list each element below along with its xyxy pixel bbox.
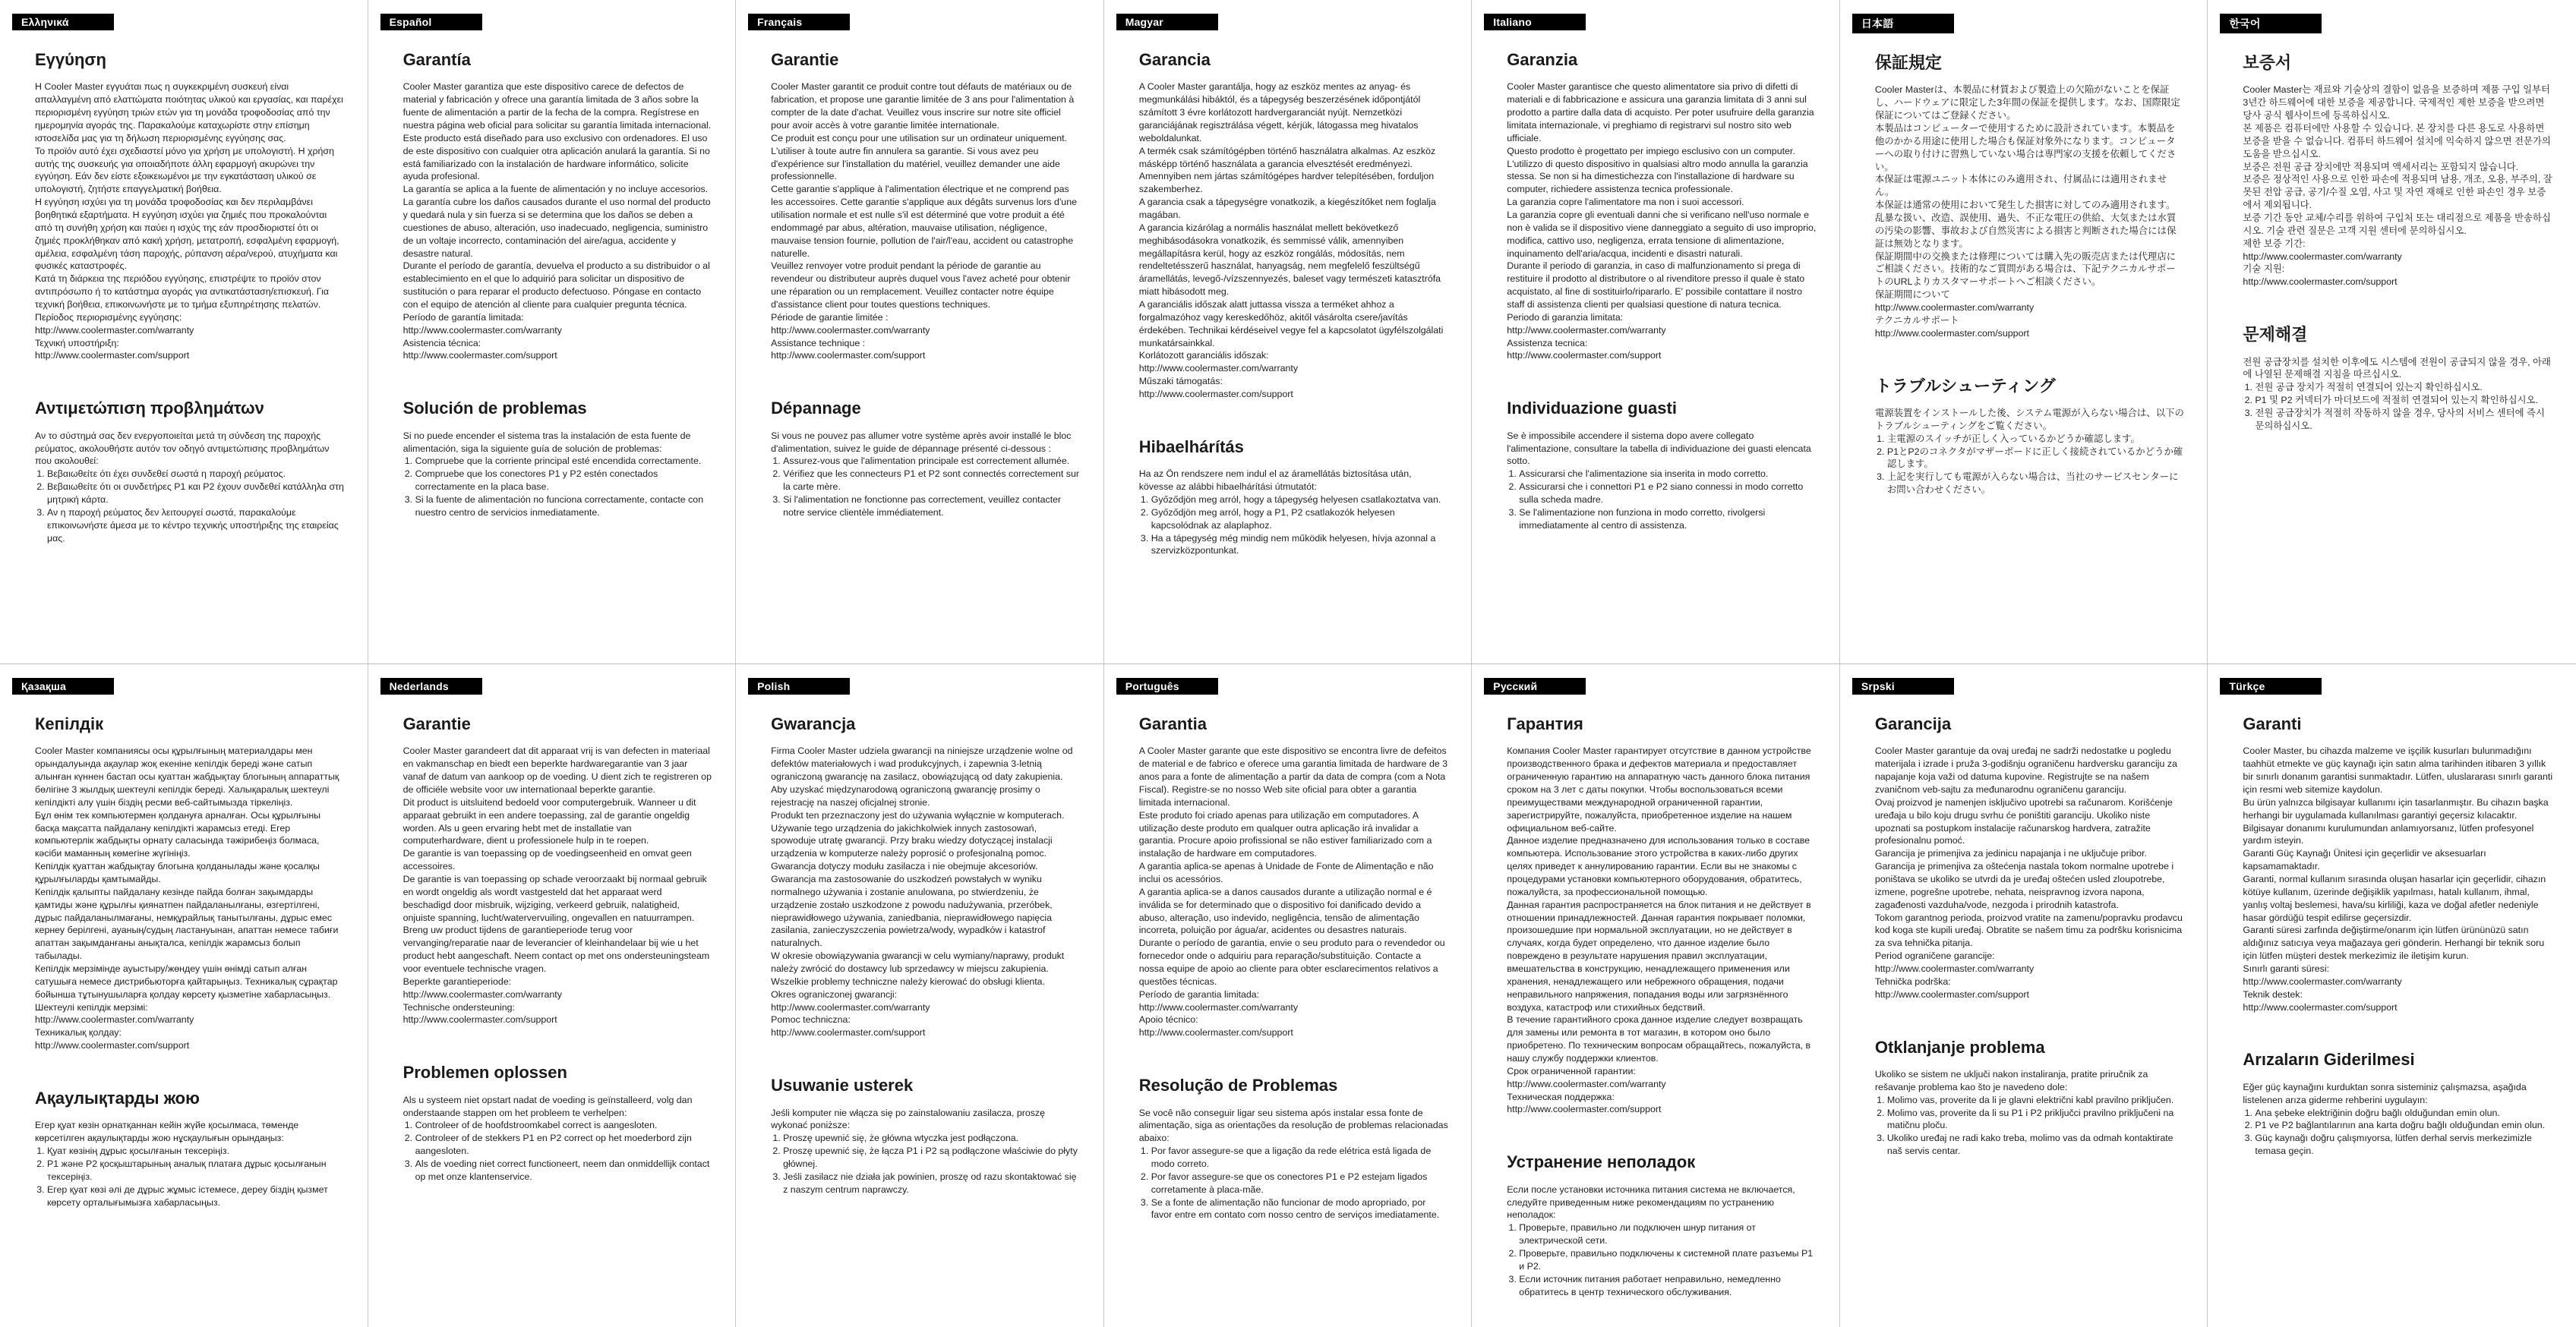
- troubleshooting-step: 2. P1 және P2 қосқыштарының аналық платаға дұрыс қосылғанын тексеріңіз.: [47, 1158, 345, 1184]
- troubleshooting-intro: Ukoliko se sistem ne uključi nakon instaliranja, pratite priručnik za rešavanje problema kao što je navedeno dole:: [1874, 1068, 2148, 1092]
- troubleshooting-heading: Usuwanie usterek: [771, 1076, 914, 1095]
- troubleshooting-step: 1. 主電源のスイッチが正しく入っているかどうか確認します。: [1887, 433, 2185, 446]
- troubleshooting-intro: Als u systeem niet opstart nadat de voeding is geïnstalleerd, volg dan onderstaande stappen om het probleem te verhelpen:: [402, 1094, 693, 1118]
- language-panel: [736, 0, 1104, 664]
- language-tab: Magyar: [1116, 14, 1218, 30]
- warranty-heading: Гарантия: [1507, 714, 1583, 733]
- section-gap: [35, 362, 345, 399]
- troubleshooting-step: 2. Assicurarsi che i connettori P1 e P2 siano connessi in modo corretto sulla scheda madre.: [1519, 481, 1817, 506]
- troubleshooting-step: 3. Si l'alimentation ne fonctionne pas correctement, veuillez contacter notre service clientèle immédiatement.: [783, 493, 1081, 519]
- warranty-text: Firma Cooler Master udziela gwarancji na niniejsze urządzenie wolne od defektów materiałowych i wad produkcyjnych, i zapewnia 3-letnią ograniczoną gwarancję na zasilacz, obowiązującą od daty zakupienia. Aby uzyskać międzynarodową ograniczoną gwarancję prosimy o rejestrację na naszej oficjalnej stronie. Produkt ten przeznaczony jest do używania wyłącznie w komputerach. Używanie tego urządzenia do jakichkolwiek innych zastosowań, spowoduje utratę gwarancji. Przy braku wiedzy dotyczącej instalacji urządzenia w komputerze należy poprosić o profesjonalną pomoc. Gwarancja dotyczy modułu zasilacza i nie obejmuje akcesoriów. Gwarancja ma zastosowanie do uszkodzeń powstałych w wyniku normalnego używania i zostanie anulowana, po stwierdzeniu, że urządzenie zostało uszkodzone z powodu nadużywania, przeróbek, nieprawidłowego używania, zaniedbania, nieprawidłowego napięcia zasilania, zanieczyszczenia powietrza/wody, wypadków i katastrof naturalnych. W okresie obowiązywania gwarancji w celu wymiany/naprawy, produkt należy zwrócić do dostawcy lub sprzedawcy w miejscu zakupienia. Wszelkie problemy techniczne należy kierować do obsługi klienta. Okres ograniczonej gwarancji: http://www.coolermaster.com/warranty Pomoc techniczna: http://www.coolermaster.com/support: [771, 745, 1073, 1039]
- troubleshooting-steps: [2243, 381, 2553, 432]
- troubleshooting-intro: Ha az Ön rendszere nem indul el az áramellátás biztosítása után, kövesse az alábbi hibaelhárítási útmutatót:: [1138, 468, 1412, 493]
- troubleshooting-step: 2. Βεβαιωθείτε ότι οι συνδετήρες P1 και P2 έχουν συνδεθεί κατάλληλα στη μητρική κάρτα.: [47, 481, 345, 506]
- troubleshooting-step: 1. 전원 공급 장치가 적절히 연결되어 있는지 확인하십시오.: [2255, 381, 2553, 394]
- troubleshooting-step: 2. Por favor assegure-se que os conectores P1 e P2 estejam ligados corretamente à placa-mãe.: [1151, 1171, 1449, 1196]
- troubleshooting-step: 1. Проверьте, правильно ли подключен шнур питания от электрической сети.: [1519, 1221, 1817, 1247]
- troubleshooting-step: 2. Molimo vas, proverite da li su P1 i P2 priključci pravilno priključeni na matičnu ploču.: [1887, 1107, 2185, 1133]
- troubleshooting-step: 3. Si la fuente de alimentación no funciona correctamente, contacte con nuestro centro de servicios inmediatamente.: [415, 493, 713, 519]
- troubleshooting-steps: [35, 468, 345, 544]
- troubleshooting-step: 3. Ukoliko uređaj ne radi kako treba, molimo vas da odmah kontaktirate naš servis centar.: [1887, 1132, 2185, 1158]
- troubleshooting-step: 2. Győződjön meg arról, hogy a P1, P2 csatlakozók helyesen kapcsolódnak az alaplaphoz.: [1151, 506, 1449, 532]
- warranty-heading: Εγγύηση: [35, 50, 106, 69]
- language-panel: [1840, 0, 2208, 664]
- warranty-text: A Cooler Master garantálja, hogy az eszköz mentes az anyag- és megmunkálási hibáktól, és a tápegység beszerzésének időpontjától számított 3 évre korlátozott hardvergaranciát nyújt. Nemzetközi garanciájának regisztrálása végett, kérjük, látogassa meg hivatalos weboldalunkat. A termék csak számítógépben történő használatra alkalmas. Az eszköz másképp történő használata a garancia elvesztését eredményezi. Amennyiben nem jártas számítógépes hardver telepítésében, forduljon szakemberhez. A garancia csak a tápegységre vonatkozik, a kiegészítőket nem foglalja magában. A garancia kizárólag a normális használat mellett bekövetkező meghibásodásokra vonatkozik, és semmissé válik, amennyiben megállapításra kerül, hogy az eszköz rongálás, módosítás, nem rendeltetésszerű használat, hanyagság, nem megfelelő feszültségű áramellátás, levegő-/vízszennyezés, baleset vagy természeti katasztrófa miatt hibásodott meg. A garanciális időszak alatt juttassa vissza a terméket ahhoz a forgalmazóhoz vagy kereskedőhöz, akitől vásárolta csere/javítás érdekében. Technikai kérdéseivel vegye fel a kapcsolatot ügyfélszolgálati munkatársainkkal. Korlátozott garanciális időszak: http://www.coolermaster.com/warranty Műszaki támogatás: http://www.coolermaster.com/support: [1138, 81, 1444, 400]
- troubleshooting-step: 1. Assurez-vous que l'alimentation principale est correctement allumée.: [783, 455, 1081, 468]
- troubleshooting-intro: Eğer güç kaynağını kurduktan sonra sisteminiz çalışmazsa, aşağıda listelenen arıza giderme rehberini uygulayın:: [2243, 1081, 2527, 1105]
- section-gap: [1507, 362, 1817, 399]
- warranty-text: Cooler Master garantuje da ovaj uređaj ne sadrži nedostatke u pogledu materijala i izrade i pruža 3-godišnju ograničenu hardversku garanciju za napajanje koja važi od datuma kupovine. Registrujte se na našem zvaničnom veb-sajtu za međunarodnu ograničenu garanciju. Ovaj proizvod je namenjen isključivo upotrebi sa računarom. Korišćenje uređaja u bilo koju drugu svrhu će poništiti garanciju. Ukoliko niste upoznati sa postupkom instalacije računarskog hardvera, zatražite profesionalnu pomoć. Garancija je primenjiva za jedinicu napajanja i ne uključuje pribor. Garancija je primenjiva za oštećenja nastala tokom normalne upotrebe i poništava se ukoliko se utvrdi da je uređaj oštećen usled zloupotrebe, izmene, pogrešne upotrebe, nehata, neispravnog izvora napona, zagađenosti vazduha/vode, nezgoda i prirodnih katastrofa. Tokom garantnog perioda, proizvod vratite na zamenu/popravku prodavcu kod koga ste kupili uređaj. Obratite se našem timu za podršku korisnicima za sva tehnička pitanja. Period ograničene garancije: http://www.coolermaster.com/warranty Tehnička podrška: http://www.coolermaster.com/support: [1874, 745, 2183, 1000]
- troubleshooting-steps: [2243, 1107, 2553, 1158]
- language-tab: Español: [380, 14, 482, 30]
- troubleshooting-heading: Otklanjanje problema: [1874, 1037, 2045, 1057]
- language-tab: Srpski: [1852, 678, 1954, 695]
- language-panel: [1472, 664, 1840, 1327]
- troubleshooting-step: 1. Molimo vas, proverite da li je glavni električni kabl pravilno priključen.: [1887, 1094, 2185, 1107]
- language-tab: Português: [1116, 678, 1218, 695]
- language-panel: [0, 664, 368, 1327]
- language-panel: [1104, 0, 1473, 664]
- warranty-text: Cooler Masterは、本製品に材質および製造上の欠陥がないことを保証し、ハードウェアに限定した3年間の保証を提供します。なお、国際限定保証についてはご登録ください。 本製品はコンピューターで使用するために設計されています。本製品を他のかかる用途に使用した場合も保証対象外になります。コンピューターへの取り付けに習熟していない場合は専門家の支援を依頼してください。 本保証は電源ユニット本体にのみ適用され、付属品には適用されません。 本保証は通常の使用において発生した損害に対してのみ適用されます。乱暴な扱い、改造、誤使用、過失、不正な電圧の供給、大気または水質の汚染の影響、事故および自然災害による損害と判断された場合には保証は無効となります。 保証期間中の交換または修理については購入先の販売店または代理店にご相談ください。技術的なご質問がある場合は、下記テクニカルサポートのURLよりカスタマーサポートへご相談ください。 保証期間について http://www.coolermaster.com/warranty テクニカルサポート http://www.coolermaster.com/support: [1874, 84, 2180, 339]
- troubleshooting-intro: Si no puede encender el sistema tras la instalación de esta fuente de alimentación, siga la siguiente guía de solución de problemas:: [402, 430, 691, 454]
- troubleshooting-step: 1. Βεβαιωθείτε ότι έχει συνδεθεί σωστά η παροχή ρεύματος.: [47, 468, 345, 481]
- troubleshooting-steps: [35, 1145, 345, 1209]
- troubleshooting-step: 3. Als de voeding niet correct functioneert, neem dan onmiddellijk contact op met onze klantenservice.: [415, 1158, 713, 1184]
- warranty-heading: Garantie: [402, 714, 471, 733]
- warranty-text: Cooler Master garandeert dat dit apparaat vrij is van defecten in materiaal en vakmanschap en biedt een beperkte hardwaregarantie van 3 jaar vanaf de datum van aankoop op de voeding. U dient zich te registreren op de officiële website voor uw internationaal beperkte garantie. Dit product is uitsluitend bedoeld voor computergebruik. Wanneer u dit apparaat gebruikt in een andere toepassing, zal de garantie ongeldig worden. Als u geen ervaring hebt met de installatie van computerhardware, dient u professionele hulp in te roepen. De garantie is van toepassing op de voedingseenheid en omvat geen accessoires. De garantie is van toepassing op schade veroorzaakt bij normaal gebruik en wordt ongeldig als wordt vastgesteld dat het apparaat werd beschadigd door misbruik, wijziging, verkeerd gebruik, nalatigheid, onjuiste spanning, lucht/watervervuiling, ongevallen en natuurrampen. Breng uw product tijdens de garantieperiode terug voor vervanging/reparatie naar de leverancier of kleinhandelaar bij wie u het product hebt aangeschaft. Neem contact op met ons ondersteuningsteam voor eventuele technische vragen. Beperkte garantieperiode: http://www.coolermaster.com/warranty Technische ondersteuning: http://www.coolermaster.com/support: [402, 745, 712, 1026]
- language-tab: Русский: [1484, 678, 1586, 695]
- section-gap: [1507, 1116, 1817, 1152]
- language-tab: Қазақша: [12, 678, 114, 695]
- warranty-heading: Garantía: [402, 50, 471, 69]
- troubleshooting-step: 2. P1とP2のコネクタがマザーボードに正しく接続されているかどうか確認します。: [1887, 446, 2185, 471]
- warranty-heading: Garanzia: [1507, 50, 1578, 69]
- language-tab: 日本語: [1852, 14, 1954, 33]
- troubleshooting-step: 1. Compruebe que la corriente principal esté encendida correctamente.: [415, 455, 713, 468]
- warranty-text: Cooler Master garantit ce produit contre tout défauts de matériaux ou de fabrication, et propose une garantie limitée de 3 ans pour l'alimentation à compter de la date d'achat. Veuillez vous inscrire sur notre site officiel pour avoir accès à votre garantie limitée internationale. Ce produit est conçu pour une utilisation sur un ordinateur uniquement. L'utiliser à toute autre fin annulera sa garantie. Si vous avez peu d'expérience sur l'installation du matériel, veuillez demander une aide professionnelle. Cette garantie s'applique à l'alimentation électrique et ne comprend pas les accessoires. Cette garantie s'applique aux dégâts survenus lors d'une utilisation normale et est nulle s'il est déterminé que votre produit a été endommagé par abus, altération, mauvaise utilisation, négligence, mauvaise tension fournie, pollution de l'air/l'eau, accident ou catastrophe naturelle. Veuillez renvoyer votre produit pendant la période de garantie au revendeur ou distributeur auprès duquel vous l'avez acheté pour obtenir une réparation ou un remplacement. Veuillez contacter notre équipe d'assistance client pour toutes questions techniques. Période de garantie limitée : http://www.coolermaster.com/warranty Assistance technique : http://www.coolermaster.com/support: [771, 81, 1077, 361]
- warranty-heading: Garancija: [1874, 714, 1952, 733]
- warranty-text: Cooler Master garantiza que este dispositivo carece de defectos de material y fabricación y ofrece una garantía limitada de 3 años sobre la fuente de alimentación a partir de la fecha de la compra. Regístrese en nuestra página web oficial para solicitar su garantía limitada internacional. Este producto está diseñado para uso exclusivo con ordenadores. El uso de este dispositivo con cualquier otra aplicación anulará la garantía. Si no está familiarizado con la instalación de hardware informático, solicite ayuda profesional. La garantía se aplica a la fuente de alimentación y no incluye accesorios. La garantía cubre los daños causados durante el uso normal del producto y quedará nula y sin fuerza si se determina que los daños se deben a cuestiones de abuso, alteración, uso inadecuado, negligencia, suministro de un voltaje incorrecto, contaminación del aire/agua, accidente y desastre natural. Durante el período de garantía, devuelva el producto a su distribuidor o al establecimiento en el que lo adquirió para solicitar un dispositivo de sustitución o para reparar el producto defectuoso. Póngase en contacto con el equipo de atención al cliente para cualquier pregunta técnica. Período de garantía limitada: http://www.coolermaster.com/warranty Asistencia técnica: http://www.coolermaster.com/support: [402, 81, 712, 361]
- troubleshooting-step: 2. Vérifiez que les connecteurs P1 et P2 sont connectés correctement sur la carte mère.: [783, 468, 1081, 493]
- troubleshooting-step: 3. Güç kaynağı doğru çalışmıyorsa, lütfen derhal servis merkezimizle temasa geçin.: [2255, 1132, 2553, 1158]
- language-tab: Ελληνικά: [12, 14, 114, 30]
- troubleshooting-heading: Αντιμετώπιση προβλημάτων: [35, 399, 264, 418]
- troubleshooting-step: 1. Por favor assegure-se que a ligação da rede elétrica está ligada de modo correto.: [1151, 1145, 1449, 1171]
- warranty-heading: Garantia: [1138, 714, 1207, 733]
- language-panel: [1104, 664, 1473, 1327]
- troubleshooting-step: 3. Se l'alimentazione non funziona in modo corretto, rivolgersi immediatamente al centro di assistenza.: [1519, 506, 1817, 532]
- troubleshooting-heading: Problemen oplossen: [402, 1063, 567, 1083]
- language-panel: [736, 664, 1104, 1327]
- troubleshooting-heading: 문제해결: [2243, 325, 2308, 345]
- troubleshooting-heading: Solución de problemas: [402, 399, 587, 418]
- troubleshooting-intro: Se você não conseguir ligar seu sistema após instalar essa fonte de alimentação, siga as orientações da resolução de problemas relacionadas abaixo:: [1138, 1107, 1448, 1144]
- troubleshooting-intro: 전원 공급장치를 설치한 이후에도 시스템에 전원이 공급되지 않을 경우, 아래에 나열된 문제해결 지침을 따르십시오.: [2243, 356, 2551, 380]
- troubleshooting-intro: Егер қуат көзін орнатқаннан кейін жүйе қосылмаса, төменде көрсетілген ақаулықтарды жою нұсқаулығын орындаңыз:: [35, 1120, 299, 1144]
- warranty-heading: Garanti: [2243, 714, 2302, 733]
- troubleshooting-intro: Αν το σύστημά σας δεν ενεργοποιείται μετά τη σύνδεση της παροχής ρεύματος, ακολουθήστε αυτόν τον οδηγό αντιμετώπισης προβλημάτων που ακολουθεί:: [35, 430, 330, 467]
- troubleshooting-step: 3. Ha a tápegység még mindig nem működik helyesen, hívja azonnal a szervizközpontunkat.: [1151, 532, 1449, 558]
- troubleshooting-heading: Resolução de Problemas: [1138, 1076, 1338, 1095]
- section-gap: [771, 362, 1081, 399]
- troubleshooting-intro: Si vous ne pouvez pas allumer votre système après avoir installé le bloc d'alimentation, suivez le guide de dépannage présenté ci-dessous :: [771, 430, 1072, 454]
- troubleshooting-steps: [771, 455, 1081, 519]
- language-panel: [2208, 0, 2576, 664]
- section-gap: [1139, 401, 1449, 437]
- language-panel: [368, 0, 737, 664]
- warranty-heading: Gwarancja: [771, 714, 856, 733]
- troubleshooting-step: 3. 上記を実行しても電源が入らない場合は、当社のサービスセンターにお問い合わせください。: [1887, 471, 2185, 496]
- troubleshooting-steps: [1139, 493, 1449, 557]
- warranty-heading: 보증서: [2243, 53, 2292, 72]
- language-tab: 한국어: [2220, 14, 2322, 33]
- warranty-heading: Garancia: [1138, 50, 1211, 69]
- troubleshooting-step: 1. Győződjön meg arról, hogy a tápegység helyesen csatlakoztatva van.: [1151, 493, 1449, 506]
- warranty-heading: 保証規定: [1874, 53, 1942, 72]
- troubleshooting-step: 3. Егер қуат көзі әлі де дұрыс жұмыс істемесе, дереу біздің қызмет көрсету орталығымызға хабарласыңыз.: [47, 1184, 345, 1209]
- warranty-text: Cooler Master는 재료와 기술상의 결함이 없음을 보증하며 제품 구입 일부터 3년간 하드웨어에 대한 보증을 제공합니다. 국제적인 제한 보증을 받으려면 당사 공식 웹사이트에 등록하십시오. 본 제품은 컴퓨터에만 사용할 수 있습니다. 본 장치를 다른 용도로 사용하면 보증을 받을 수 없습니다. 컴퓨터 하드웨어 설치에 익숙하지 않으면 전문가의 도움을 받으십시오. 보증은 전원 공급 장치에만 적용되며 액세서리는 포함되지 않습니다. 보증은 정상적인 사용으로 인한 파손에 적용되며 남용, 개조, 오용, 부주의, 잘못된 전압 공급, 공기/수질 오염, 사고 및 자연 재해로 인한 파손인 경우 보증에서 제외됩니다. 보증 기간 동안 교체/수리를 위하여 구입처 또는 대리점으로 제품을 반송하십시오. 기술 관련 질문은 고객 지원 센터에 문의하십시오. 제한 보증 기간: http://www.coolermaster.com/warranty 기술 지원: http://www.coolermaster.com/support: [2243, 84, 2552, 288]
- language-panel: [1840, 664, 2208, 1327]
- warranty-text: Cooler Master, bu cihazda malzeme ve işçilik kusurları bulunmadığını taahhüt etmekte ve güç kaynağı için satın alma tarihinden itibaren 3 yıllık bir sınırlı donanım garantisi sunmaktadır. Lütfen, uluslararası sınırlı garanti için resmi web sitemize kaydolun. Bu ürün yalnızca bilgisayar kullanımı için tasarlanmıştır. Bu cihazın başka herhangi bir uygulamada kullanılması garantiyi geçersiz kılacaktır. Bilgisayar donanımı kurulumundan anlamıyorsanız, lütfen profesyonel yardım isteyin. Garanti Güç Kaynağı Ünitesi için geçerlidir ve aksesuarları kapsamamaktadır. Garanti, normal kullanım sırasında oluşan hasarlar için geçerlidir, cihazın kötüye kullanım, üzerinde değişiklik yapılması, hatalı kullanım, ihmal, yanlış voltaj beslemesi, hava/su kirliliği, kaza ve doğal afetler nedeniyle hasar gördüğü tespit edilirse geçersizdir. Garanti süresi zarfında değiştirme/onarım için lütfen ürününüzü satın aldığınız satıcıya veya mağazaya geri gönderin. Herhangi bir teknik soru için lütfen müşteri destek merkezimiz ile iletişim kurun. Sınırlı garanti süresi: http://www.coolermaster.com/warranty Teknik destek: http://www.coolermaster.com/support: [2243, 745, 2553, 1013]
- troubleshooting-heading: Dépannage: [771, 399, 861, 418]
- troubleshooting-steps: [1139, 1145, 1449, 1221]
- troubleshooting-step: 3. Αν η παροχή ρεύματος δεν λειτουργεί σωστά, παρακαλούμε επικοινωνήστε άμεσα με το κέντρο τεχνικής υποστήριξης της εταιρείας μας.: [47, 506, 345, 545]
- warranty-text: Cooler Master garantisce che questo alimentatore sia privo di difetti di materiali e di fabbricazione e assicura una garanzia limitata di 3 anni sul prodotto a partire dalla data di acquisto. Per poter usufruire della garanzia limitata internazionale, vi preghiamo di registrarvi sul nostro sito web ufficiale. Questo prodotto è progettato per impiego esclusivo con un computer. L'utilizzo di questo dispositivo in qualsiasi altro modo annulla la garanzia stessa. Se non si ha dimestichezza con l'installazione di hardware su computer, richiedere assistenza tecnica professionale. La garanzia copre l'alimentatore ma non i suoi accessori. La garanzia copre gli eventuali danni che si verificano nell'uso normale e non è valida se il dispositivo viene danneggiato a seguito di uso improprio, modifica, cattivo uso, negligenza, errata tensione di alimentazione, inquinamento dell'aria/acqua, incidenti e disastri naturali. Durante il periodo di garanzia, in caso di malfunzionamento si prega di restituire il prodotto al distributore o al rivenditore presso il quale è stato acquistato, al fine di sostituirlo/ripararlo. E' possibile contattare il nostro staff di assistenza clienti per qualsiasi questione di natura tecnica. Periodo di garanzia limitata: http://www.coolermaster.com/warranty Assistenza tecnica: http://www.coolermaster.com/support: [1507, 81, 1817, 361]
- troubleshooting-step: 2. Compruebe que los conectores P1 y P2 estén conectados correctamente en la placa base.: [415, 468, 713, 493]
- troubleshooting-step: 2. Проверьте, правильно подключены к системной плате разъемы P1 и P2.: [1519, 1247, 1817, 1273]
- troubleshooting-steps: [1507, 468, 1817, 531]
- section-gap: [2243, 288, 2553, 325]
- troubleshooting-steps: [1875, 1094, 2185, 1158]
- troubleshooting-intro: Jeśli komputer nie włącza się po zainstalowaniu zasilacza, proszę wykonać poniższe:: [771, 1107, 1046, 1131]
- troubleshooting-steps: [1507, 1221, 1817, 1298]
- section-gap: [1875, 1001, 2185, 1038]
- section-gap: [403, 1026, 713, 1063]
- troubleshooting-step: 1. Proszę upewnić się, że główna wtyczka jest podłączona.: [783, 1132, 1081, 1145]
- troubleshooting-intro: Если после установки источника питания система не включается, следуйте приведенным ниже рекомендациям по устранению неполадок:: [1507, 1184, 1795, 1221]
- troubleshooting-step: 3. Jeśli zasilacz nie działa jak powinien, proszę od razu skontaktować się z naszym centrum naprawczy.: [783, 1171, 1081, 1196]
- section-gap: [403, 362, 713, 399]
- troubleshooting-intro: 電源装置をインストールした後、システム電源が入らない場合は、以下のトラブルシューティングをご覧ください。: [1874, 407, 2184, 431]
- troubleshooting-steps: [403, 1119, 713, 1183]
- section-gap: [1875, 340, 2185, 377]
- troubleshooting-intro: Se è impossibile accendere il sistema dopo avere collegato l'alimentazione, consultare la tabella di individuazione dei guasti elencata sotto.: [1507, 430, 1811, 467]
- troubleshooting-steps: [403, 455, 713, 519]
- troubleshooting-step: 2. Controleer of de stekkers P1 en P2 correct op het moederbord zijn aangesloten.: [415, 1132, 713, 1158]
- troubleshooting-steps: [1875, 433, 2185, 496]
- language-panel: [368, 664, 737, 1327]
- language-tab: Français: [748, 14, 850, 30]
- bottom-row: [0, 664, 2576, 1327]
- language-tab: Polish: [748, 678, 850, 695]
- troubleshooting-heading: Individuazione guasti: [1507, 399, 1677, 418]
- troubleshooting-step: 1. Қуат көзінің дұрыс қосылғанын тексеріңіз.: [47, 1145, 345, 1158]
- warranty-text: Η Cooler Master εγγυάται πως η συγκεκριμένη συσκευή είναι απαλλαγμένη από ελαττώματα ποιότητας υλικού και εργασίας, και παρέχει περιορισμένη εγγύηση τριών ετών για τη μονάδα τροφοδοσίας από την ημερομηνία αγοράς της. Παρακαλούμε καταχωρίστε στην επίσημη ιστοσελίδα μας για τη δήλωση περιορισμένης εγγύησης σας. Το προϊόν αυτό έχει σχεδιαστεί μόνο για χρήση με υπολογιστή. Η χρήση αυτής της συσκευής για οποιαδήποτε άλλη εφαρμογή ακυρώνει την εγγύηση. Εάν δεν είστε εξοικειωμένοι με την εγκατάσταση υλικού σε υπολογιστή, ζητήστε επαγγελματική βοήθεια. Η εγγύηση ισχύει για τη μονάδα τροφοδοσίας και δεν περιλαμβάνει βοηθητικά εξαρτήματα. Η εγγύηση ισχύει για ζημιές που προκαλούνται από τη συνήθη χρήση και παύει η ισχύς της εάν προσδιοριστεί ότι οι ζημιές προκλήθηκαν από κακή χρήση, μετατροπή, εσφαλμένη εφαρμογή, αμέλεια, εσφαλμένη τάση παροχής, ρύπανση αέρα/νερού, ατυχήματα και φυσικές καταστροφές. Κατά τη διάρκεια της περιόδου εγγύησης, επιστρέψτε το προϊόν στον αντιπρόσωπο ή το κατάστημα αγοράς για αντικατάσταση/επισκευή. Για τεχνική βοήθεια, επικοινωνήστε με το τμήμα εξυπηρέτησης πελατών. Περίοδος περιορισμένης εγγύησης: http://www.coolermaster.com/warranty Τεχνική υποστήριξη: http://www.coolermaster.com/support: [35, 81, 343, 361]
- warranty-text: A Cooler Master garante que este dispositivo se encontra livre de defeitos de material e de fabrico e oferece uma garantia limitada de hardware de 3 anos para a fonte de alimentação a partir da data de compra (com a Nota Fiscal). Registre-se no nosso Web site oficial para obter a garantia limitada internacional. Este produto foi criado apenas para utilização em computadores. A utilização deste produto em qualquer outra aplicação irá invalidar a garantia. Procure apoio profissional se não estiver familiarizado com a instalação de hardware em computadores. A garantia aplica-se apenas à Unidade de Fonte de Alimentação e não inclui os acessórios. A garantia aplica-se a danos causados durante a utilização normal e é inválida se for determinado que o dispositivo foi danificado devido a abuso, alteração, uso indevido, negligência, tensão de alimentação incorreta, poluição por água/ar, acidentes ou desastres naturais. Durante o período de garantia, envie o seu produto para o revendedor ou fornecedor onde o adquiriu para reparação/substituição. Contacte a nossa equipe de apoio ao cliente para obter esclarecimentos relativos a questões técnicas. Período de garantia limitada: http://www.coolermaster.com/warranty Apoio técnico: http://www.coolermaster.com/support: [1138, 745, 1448, 1039]
- troubleshooting-step: 2. P1 및 P2 커넥터가 마더보드에 적절히 연결되어 있는지 확인하십시오.: [2255, 394, 2553, 407]
- troubleshooting-step: 2. Proszę upewnić się, że łącza P1 i P2 są podłączone właściwie do płyty głównej.: [783, 1145, 1081, 1171]
- section-gap: [35, 1052, 345, 1089]
- troubleshooting-steps: [771, 1132, 1081, 1196]
- warranty-text: Cooler Master компаниясы осы құрылғының материалдары мен орындалуында ақаулар жоқ екеніне кепілдік береді және сатып алынған күннен бастап осы қуаттан жабдықтау блогының аппараттық бөлігіне 3 жылдық шектеулі кепілдік береді. Халықаралық шектеулі кепілдікті алу үшін біздің ресми веб-сайтымызда тіркеліңіз. Бұл өнім тек компьютермен қолдануға арналған. Осы құрылғыны басқа мақсатта пайдалану кепілдікті жарамсыз етеді. Егер компьютерлік жабдықты орнату саласында тәжірибеңіз болмаса, кәсіби маманның көмегіне жүгініңіз. Кепілдік қуаттан жабдықтау блогына қолданылады және қосалқы құрылғыларды қамтымайды. Кепілдік қалыпты пайдалану кезінде пайда болған зақымдарды қамтиды және құрылғы қиянатпен пайдаланылғаны, өзгертілгені, дұрыс пайдаланылмағаны, немқұрайлық танытылғаны, дұрыс емес кернеу берілгені, ауаның/судың ластануынан, апаттан немесе табиғи апаттан зақымданғаны анықталса, кепілдік жарамсыз болып табылады. Кепілдік мерзімінде ауыстыру/жөндеу үшін өнімді сатып алған сатушыға немесе дистрибьюторға қайтарыңыз. Техникалық сұрақтар бойынша тұтынушыларға қолдау көрсету қызметіне хабарласыңыз. Шектеулі кепілдік мерзімі: http://www.coolermaster.com/warranty Техникалық қолдау: http://www.coolermaster.com/support: [35, 745, 339, 1051]
- troubleshooting-step: 3. 전원 공급장치가 적절히 작동하지 않을 경우, 당사의 서비스 센터에 즉시 문의하십시오.: [2255, 407, 2553, 433]
- language-tab: Nederlands: [380, 678, 482, 695]
- section-gap: [2243, 1013, 2553, 1050]
- troubleshooting-step: 1. Controleer of de hoofdstroomkabel correct is aangesloten.: [415, 1119, 713, 1132]
- warranty-heading: Кепілдік: [35, 714, 104, 733]
- troubleshooting-step: 1. Ana şebeke elektriğinin doğru bağlı olduğundan emin olun.: [2255, 1107, 2553, 1120]
- troubleshooting-heading: Hibaelhárítás: [1138, 437, 1244, 456]
- warranty-text: Компания Cooler Master гарантирует отсутствие в данном устройстве производственного брака и дефектов материала и предоставляет ограниченную гарантию на аппаратную часть данного блока питания сроком на 3 лет с даты покупки. Чтобы воспользоваться всеми преимуществами международной ограниченной гарантии, зарегистрируйте, пожалуйста, приобретенное изделие на нашем официальном веб-сайте. Данное изделие предназначено для использования только в составе компьютера. Использование этого устройства в каких-либо других целях приведет к аннулированию гарантии. Если вы не знакомы с процедурами установки компьютерного оборудования, обратитесь, пожалуйста, за профессиональной помощью. Данная гарантия распространяется на блок питания и не действует в отношении принадлежностей. Данная гарантия покрывает поломки, произошедшие при нормальной эксплуатации, но не действует в случаях, когда будет определено, что данное изделие было повреждено в результате нарушения правил эксплуатации, вмешательства в конструкцию, ненадлежащего применения или хранения, ненадлежащего или небрежного обращения, подачи неправильного напряжения, попадания воды или загрязнённого воздуха, катастроф или стихийных бедствий. В течение гарантийного срока данное изделие следует возвращать для замены или ремонта в тот магазин, в котором оно было приобретено. По техническим вопросам обращайтесь, пожалуйста, в нашу службу поддержки клиентов. Срок ограниченной гарантии: http://www.coolermaster.com/warranty Техническая поддержка: http://www.coolermaster.com/support: [1507, 745, 1811, 1115]
- warranty-heading: Garantie: [771, 50, 839, 69]
- troubleshooting-heading: Ақаулықтарды жою: [35, 1089, 200, 1108]
- troubleshooting-step: 2. P1 ve P2 bağlantılarının ana karta doğru bağlı olduğundan emin olun.: [2255, 1119, 2553, 1132]
- troubleshooting-step: 1. Assicurarsi che l'alimentazione sia inserita in modo corretto.: [1519, 468, 1817, 481]
- troubleshooting-heading: トラブルシューティング: [1874, 376, 2056, 396]
- troubleshooting-step: 3. Если источник питания работает неправильно, немедленно обратитесь в центр технического обслуживания.: [1519, 1273, 1817, 1299]
- section-gap: [771, 1039, 1081, 1076]
- language-tab: Italiano: [1484, 14, 1586, 30]
- language-panel: [2208, 664, 2576, 1327]
- language-tab: Türkçe: [2220, 678, 2322, 695]
- language-panel: [0, 0, 368, 664]
- troubleshooting-heading: Устранение неполадок: [1507, 1152, 1696, 1172]
- section-gap: [1139, 1039, 1449, 1076]
- troubleshooting-step: 3. Se a fonte de alimentação não funcionar de modo apropriado, por favor entre em contato com nosso centro de serviços imediatamente.: [1151, 1196, 1449, 1222]
- troubleshooting-heading: Arızaların Giderilmesi: [2243, 1050, 2415, 1070]
- language-panel: [1472, 0, 1840, 664]
